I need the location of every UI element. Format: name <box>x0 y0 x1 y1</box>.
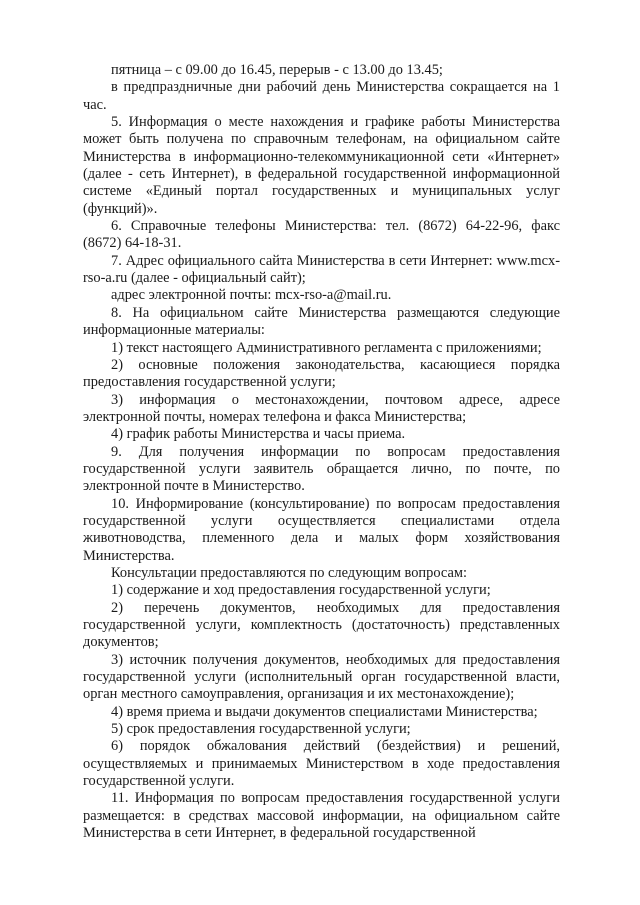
paragraph-item-8: 8. На официальном сайте Министерства размещаются следующие информационные материалы: <box>83 304 560 339</box>
list-item: 4) время приема и выдачи документов специалистами Министерства; <box>111 703 538 720</box>
list-item: 3) информация о местонахождении, почтовом адресе, адресе электронной почты, номерах телефона и факса Министерства; <box>83 391 560 425</box>
list-item: 2) перечень документов, необходимых для предоставления государственной услуги, комплектность (достаточность) представленных документов; <box>83 599 560 651</box>
paragraph-item-6: 6. Справочные телефоны Министерства: тел. (8672) 64-22-96, факс (8672) 64-18-31. <box>83 218 560 252</box>
document-body <box>83 62 560 842</box>
paragraph-email: адрес электронной почты: mcx-rso-a@mail.ru. <box>111 287 392 304</box>
paragraph-friday-hours: пятница – с 09.00 до 16.45, перерыв - с 13.00 до 13.45; <box>111 62 443 78</box>
list-item: 6) порядок обжалования действий (бездействия) и решений, осуществляемых и принимаемых Министерством в ходе предоставления государственной услуги. <box>83 738 560 790</box>
paragraph-consultations-intro: Консультации предоставляются по следующим вопросам: <box>111 564 467 581</box>
paragraph-item-10: 10. Информирование (консультирование) по вопросам предоставления государственной услуги осуществляется специалистами отдела животноводства, племенного дела и малых форм хозяйствования Министерства. <box>83 495 560 564</box>
paragraph-item-7: 7. Адрес официального сайта Министерства в сети Интернет: www.mcx-rso-a.ru (далее - официальный сайт); <box>83 252 560 287</box>
list-item: 2) основные положения законодательства, касающиеся порядка предоставления государственной услуги; <box>83 356 560 391</box>
list-item: 4) график работы Министерства и часы приема. <box>111 426 406 443</box>
list-item: 1) текст настоящего Административного регламента с приложениями; <box>111 339 542 356</box>
paragraph-item-5: 5. Информация о месте нахождения и графике работы Министерства может быть получена по справочным телефонам, на официальном сайте Министерства в информационно-телекоммуникационной сети «Интернет» (далее - сеть Интернет), в федеральной государственной информационной системе «Единый портал государственных и муниципальных услуг (функций)». <box>83 114 560 217</box>
paragraph-item-9: 9. Для получения информации по вопросам предоставления государственной услуги заявитель обращается лично, по почте, по электронной почте в Министерство. <box>83 443 560 495</box>
list-item: 1) содержание и ход предоставления государственной услуги; <box>111 582 491 599</box>
paragraph-preholiday-hours: в предпраздничные дни рабочий день Министерства сокращается на 1 час. <box>83 79 560 113</box>
list-item: 3) источник получения документов, необходимых для предоставления государственной услуги (исполнительный орган государственной власти, орган местного самоуправления, организация и их местонахождение); <box>83 651 560 703</box>
list-item: 5) срок предоставления государственной услуги; <box>111 721 411 738</box>
paragraph-item-11: 11. Информация по вопросам предоставления государственной услуги размещается: в средствах массовой информации, на официальном сайте Министерства в сети Интернет, в федеральной государственной <box>83 790 560 842</box>
